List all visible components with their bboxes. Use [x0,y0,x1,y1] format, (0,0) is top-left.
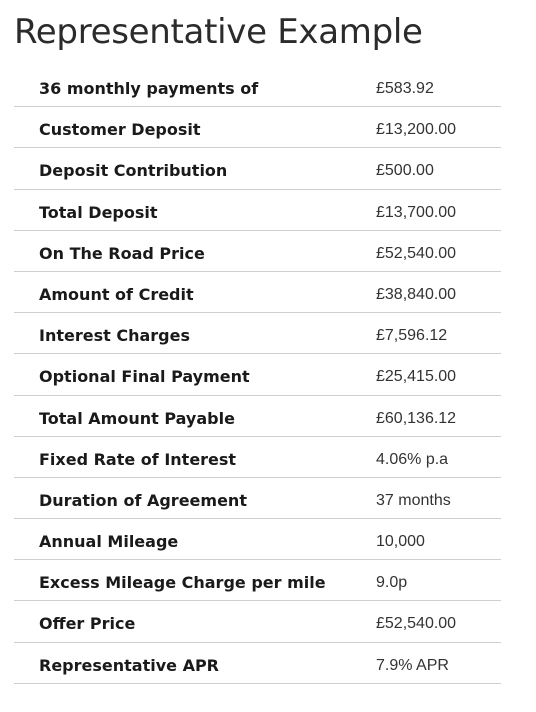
row-value: £60,136.12 [376,409,457,427]
row-label: Excess Mileage Charge per mile [39,573,326,593]
row-value: 7.9% APR [376,656,449,674]
representative-example-table [14,66,501,684]
row-label: Duration of Agreement [39,490,247,510]
row-value: £583.92 [376,80,434,97]
table-row-total-deposit [14,190,501,231]
row-label: 36 monthly payments of [39,79,259,98]
table-row-offer-price [14,601,501,642]
row-label: Annual Mileage [39,532,179,552]
table-row-deposit-contribution [14,148,501,189]
row-value: £52,540.00 [376,244,457,262]
row-value: £7,596.12 [376,327,448,345]
table-row-fixed-rate-of-interest [14,437,501,478]
table-row-interest-charges [14,313,501,354]
row-label: On The Road Price [39,243,205,263]
table-row-total-amount-payable [14,396,501,437]
row-value: 10,000 [376,533,425,551]
table-row-amount-of-credit [14,272,501,313]
row-value: 37 months [376,491,451,509]
row-value: £13,700.00 [376,203,457,221]
row-value: 4.06% p.a [376,450,449,468]
row-value: £500.00 [376,162,434,180]
table-row-customer-deposit [14,107,501,148]
table-row-representative-apr [14,643,501,684]
table-row-on-the-road-price [14,231,501,272]
row-value: £25,415.00 [376,368,457,386]
row-label: Deposit Contribution [39,161,228,181]
row-label: Customer Deposit [39,120,201,140]
row-label: Offer Price [39,614,136,634]
row-value: £13,200.00 [376,121,457,139]
table-row-excess-mileage-charge [14,560,501,601]
row-label: Fixed Rate of Interest [39,449,237,469]
row-label: Total Deposit [39,202,158,222]
table-row-optional-final-payment [14,354,501,395]
page-title: Representative Example [14,12,423,52]
row-label: Amount of Credit [39,284,194,304]
table-row-monthly-payments [14,66,501,107]
table-row-duration-of-agreement [14,478,501,519]
row-value: £38,840.00 [376,285,457,303]
row-value: £52,540.00 [376,615,457,633]
row-label: Interest Charges [39,326,190,346]
row-label: Representative APR [39,655,219,675]
row-label: Total Amount Payable [39,408,235,428]
row-value: 9.0p [376,574,408,592]
table-row-annual-mileage [14,519,501,560]
row-label: Optional Final Payment [39,367,250,387]
